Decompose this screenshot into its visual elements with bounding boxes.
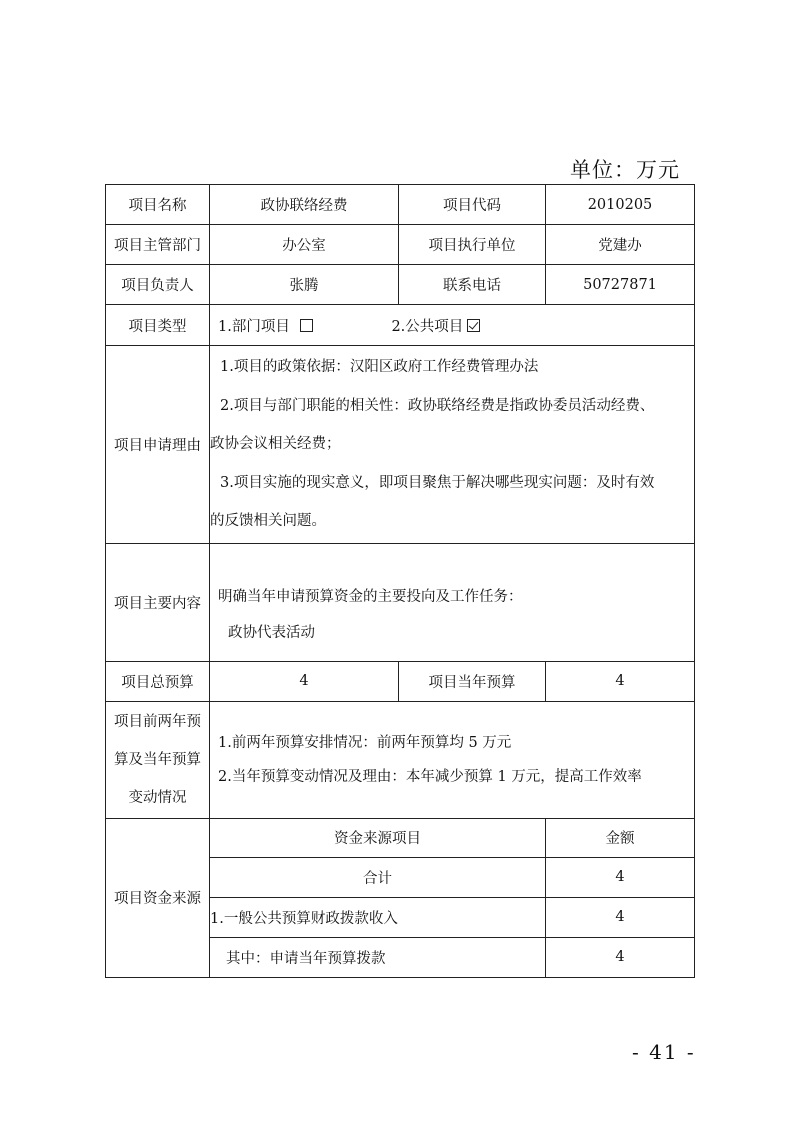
project-info-table [105, 184, 695, 978]
content-line1: 明确当年申请预算资金的主要投向及工作任务： [218, 589, 523, 605]
page-number: - 41 - [632, 1040, 696, 1064]
funds-source-label: 项目资金来源 [106, 818, 210, 977]
project-code-label: 项目代码 [399, 185, 546, 225]
project-name-label: 项目名称 [106, 185, 210, 225]
year-budget-label: 项目当年预算 [399, 661, 546, 701]
budget-change-text [210, 701, 695, 818]
funds-item-header: 资金来源项目 [210, 818, 546, 857]
row-budget [106, 661, 695, 701]
content-label: 项目主要内容 [106, 543, 210, 661]
funds-row-item: 其中：申请当年预算拨款 [210, 937, 546, 977]
content-text [210, 543, 695, 661]
dept-value: 办公室 [210, 225, 399, 265]
project-type-options [210, 305, 695, 346]
row-content [106, 543, 695, 661]
row-project-name [106, 185, 695, 225]
project-name-value: 政协联络经费 [210, 185, 399, 225]
budget-change-label-l3: 变动情况 [128, 789, 187, 806]
budget-change-line2: 2.当年预算变动情况及理由：本年减少预算 1 万元，提高工作效率 [218, 768, 642, 785]
row-leader [106, 265, 695, 305]
unit-label: 单位：万元 [570, 158, 680, 182]
unchecked-box-icon [300, 319, 313, 332]
reason-text [210, 346, 695, 544]
funds-row-item: 合计 [210, 857, 546, 897]
funds-amount-header: 金额 [546, 818, 695, 857]
project-code-value: 2010205 [546, 185, 695, 225]
reason-p2a: 2.项目与部门职能的相关性：政协联络经费是指政协委员活动经费、 [220, 397, 655, 414]
reason-p3b: 的反馈相关问题。 [210, 513, 326, 529]
phone-label: 联系电话 [399, 265, 546, 305]
row-reason [106, 346, 695, 544]
row-budget-change [106, 701, 695, 818]
phone-value: 50727871 [546, 265, 695, 305]
type-option-public-label: 2.公共项目 [391, 318, 464, 335]
project-type-label: 项目类型 [106, 305, 210, 346]
reason-p1: 1.项目的政策依据：汉阳区政府工作经费管理办法 [220, 359, 539, 375]
budget-change-line1: 1.前两年预算安排情况：前两年预算均 5 万元 [218, 734, 512, 751]
reason-label: 项目申请理由 [106, 346, 210, 544]
budget-change-label-l2: 算及当年预算 [114, 751, 201, 768]
dept-label: 项目主管部门 [106, 225, 210, 265]
budget-change-label-l1: 项目前两年预 [114, 713, 201, 730]
leader-value: 张腾 [210, 265, 399, 305]
total-budget-label: 项目总预算 [106, 661, 210, 701]
row-project-type [106, 305, 695, 346]
reason-p2b: 政协会议相关经费； [210, 436, 341, 452]
row-department [106, 225, 695, 265]
exec-unit-value: 党建办 [546, 225, 695, 265]
budget-change-label [106, 701, 210, 818]
type-option-public [391, 315, 480, 336]
funds-row-amount: 4 [546, 937, 695, 977]
year-budget-value: 4 [546, 661, 695, 701]
total-budget-value: 4 [210, 661, 399, 701]
checked-box-icon [467, 319, 480, 332]
leader-label: 项目负责人 [106, 265, 210, 305]
row-funds-header [106, 818, 695, 857]
reason-p3a: 3.项目实施的现实意义，即项目聚焦于解决哪些现实问题：及时有效 [220, 474, 655, 491]
type-option-department [218, 315, 313, 336]
funds-row-amount: 4 [546, 897, 695, 937]
content-line2: 政协代表活动 [228, 625, 315, 641]
funds-row-amount: 4 [546, 857, 695, 897]
funds-row-item: 1.一般公共预算财政拨款收入 [210, 897, 546, 937]
exec-unit-label: 项目执行单位 [399, 225, 546, 265]
type-option-department-label: 1.部门项目 [218, 318, 290, 335]
